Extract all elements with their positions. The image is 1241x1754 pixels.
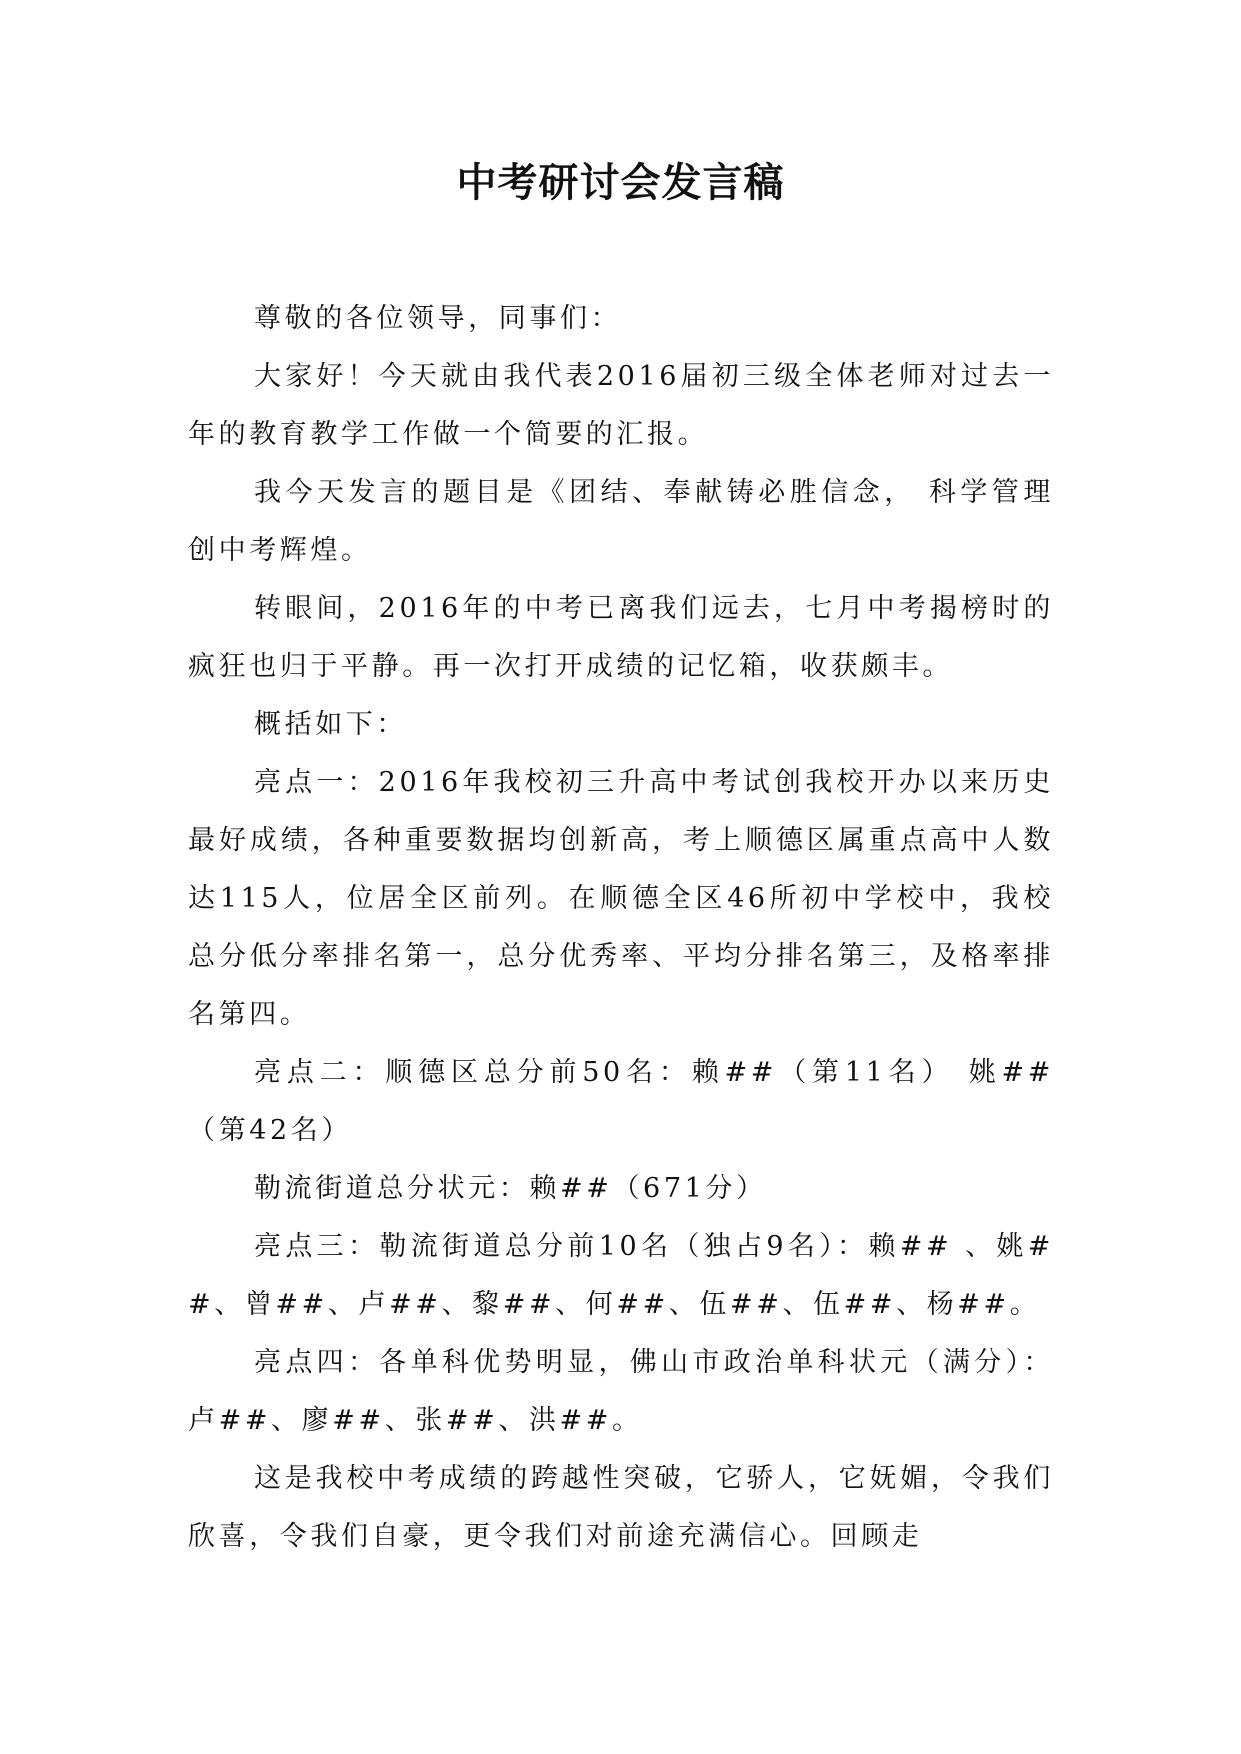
highlight-two-paragraph: 亮点二：顺德区总分前50名：赖##（第11名） 姚##（第42名） bbox=[188, 1057, 1054, 1146]
topic-paragraph: 我今天发言的题目是《团结、奉献铸必胜信念， 科学管理创中考辉煌。 bbox=[188, 477, 1054, 566]
summary-lead-paragraph: 概括如下： bbox=[254, 709, 407, 740]
intro-paragraph: 转眼间，2016年的中考已离我们远去，七月中考揭榜时的疯狂也归于平静。再一次打开成绩的记忆箱，收获颇丰。 bbox=[188, 593, 1054, 682]
document-body bbox=[188, 290, 1054, 1566]
document-title: 中考研讨会发言稿 bbox=[456, 160, 785, 206]
top-scorer-paragraph: 勒流街道总分状元：赖##（671分） bbox=[254, 1173, 767, 1204]
highlight-one-paragraph: 亮点一：2016年我校初三升高中考试创我校开办以来历史最好成绩，各种重要数据均创新高，考上顺德区属重点高中人数达115人，位居全区前列。在顺德全区46所初中学校中，我校总分低分率排名第一，总分优秀率、平均分排名第三，及格率排名第四。 bbox=[188, 767, 1054, 1030]
highlight-three-paragraph: 亮点三：勒流街道总分前10名（独占9名）：赖## 、姚##、曾##、卢##、黎##、何##、伍##、伍##、杨##。 bbox=[188, 1231, 1054, 1320]
greeting-paragraph: 大家好！今天就由我代表2016届初三级全体老师对过去一年的教育教学工作做一个简要的汇报。 bbox=[188, 361, 1054, 450]
salutation-paragraph: 尊敬的各位领导，同事们： bbox=[254, 303, 622, 334]
conclusion-paragraph: 这是我校中考成绩的跨越性突破，它骄人，它妩媚，令我们欣喜，令我们自豪，更令我们对前途充满信心。回顾走 bbox=[188, 1463, 1054, 1552]
highlight-four-paragraph: 亮点四：各单科优势明显，佛山市政治单科状元（满分）：卢##、廖##、张##、洪##。 bbox=[188, 1347, 1054, 1436]
